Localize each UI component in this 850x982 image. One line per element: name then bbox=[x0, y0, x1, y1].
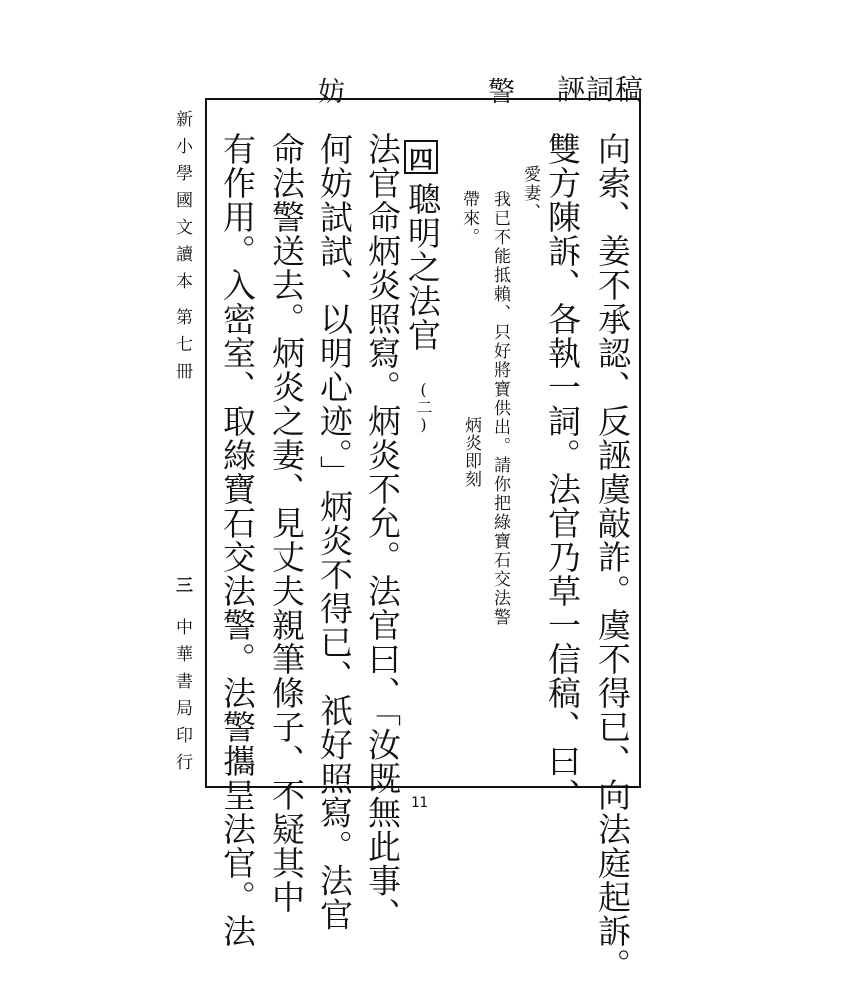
footer-page-number: 11 bbox=[411, 795, 428, 811]
chapter-number-box bbox=[404, 140, 438, 174]
side-publisher: 中華書局印行 bbox=[172, 618, 192, 780]
text-column-1: 向索、姜不承認、反誣虞敲詐。虞不得已、向法庭起訴。 bbox=[593, 132, 632, 982]
letter-line-2: 帶來。 bbox=[459, 190, 479, 247]
text-column-2: 雙方陳訴、各執一詞。法官乃草一信稿、曰、 bbox=[543, 132, 582, 812]
running-head-right: 誣詞稿 bbox=[557, 73, 645, 106]
side-volume: 第七冊 bbox=[172, 308, 192, 389]
letter-salutation: 愛妻、 bbox=[520, 165, 540, 222]
text-column-4: 法官命炳炎照寫。炳炎不允。法官曰、「汝既無此事、 bbox=[363, 132, 402, 932]
letter-signature: 炳炎即刻 bbox=[461, 416, 481, 488]
side-page-number: 三 bbox=[172, 576, 192, 603]
chapter-title: 聰明之法官 bbox=[403, 182, 442, 352]
chapter-subtitle: (二) bbox=[414, 380, 433, 434]
text-column-7: 有作用。入密室、取綠寶石交法警。法警攜呈法官。法 bbox=[218, 132, 257, 948]
running-head-left: 妨 bbox=[318, 77, 345, 108]
chapter-number: 四 bbox=[409, 144, 433, 174]
side-book-title: 新小學國文讀本 bbox=[172, 110, 192, 299]
text-column-6: 命法警送去。炳炎之妻、見丈夫親筆條子、不疑其中 bbox=[267, 132, 306, 914]
text-column-5: 何妨試試、以明心迹。」炳炎不得已、祇好照寫。法官 bbox=[315, 132, 354, 932]
running-head-middle: 警 bbox=[488, 77, 515, 108]
letter-line-1: 我已不能抵賴、只好將寶供出。請你把綠寶石交法警 bbox=[490, 190, 510, 627]
